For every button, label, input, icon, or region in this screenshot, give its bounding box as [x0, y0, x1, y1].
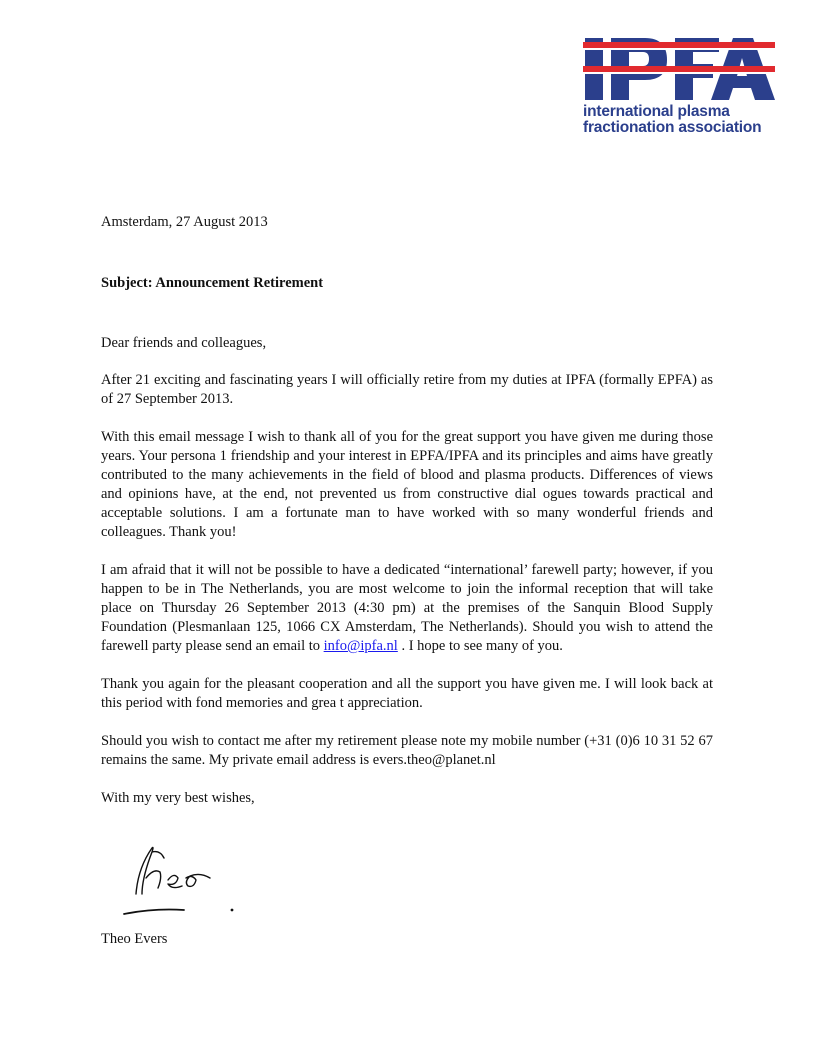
- paragraph-appreciation: Thank you again for the pleasant cooperation and all the support you have given me. I will look back at this period with fond memories and grea t appreciation.: [101, 676, 713, 711]
- letter-subject: Subject: Announcement Retirement: [101, 275, 324, 291]
- letter-salutation: Dear friends and colleagues,: [101, 335, 267, 351]
- paragraph-retirement: After 21 exciting and fascinating years I will officially retire from my duties at IPFA (formally EPFA) as of 27 September 2013.: [101, 372, 713, 407]
- logo-line-2: fractionation association: [583, 119, 762, 136]
- email-link[interactable]: info@ipfa.nl: [323, 638, 398, 654]
- paragraph-thanks: With this email message I wish to thank all of you for the great support you have given me during those years. Your persona 1 friendship and your interest in EPFA/IPFA and its principles and aims have greatly contributed to the many achievements in the field of blood and plasma products. Differences of views and opinions have, at the end, not prevented us from constructive dial ogues towards practical and acceptable solutions. I am a fortunate man to have worked with so many wonderful friends and colleagues. Thank you!: [101, 429, 713, 540]
- letter-date: Amsterdam, 27 August 2013: [101, 214, 268, 230]
- paragraph-contact: Should you wish to contact me after my retirement please note my mobile number (+31 (0)6 10 31 52 67 remains the same. My private email address is evers.theo@planet.nl: [101, 733, 713, 768]
- handwritten-signature: [118, 838, 248, 918]
- letter-body: [101, 213, 713, 827]
- letter-closing: With my very best wishes,: [101, 790, 255, 806]
- signer-name: Theo Evers: [101, 931, 168, 947]
- paragraph-farewell-party: [101, 561, 713, 656]
- farewell-text-end: . I hope to see many of you.: [397, 638, 563, 654]
- farewell-text: I am afraid that it will not be possible to have a dedicated “international’ farewell party; however, if you happen to be in The Netherlands, you are most welcome to join the informal reception that will take place on Thursday 26 September 2013 (4:30 pm) at the premises of the Sanquin Blood Supply Foundation (Plesmanlaan 125, 1066 CX Amsterdam, The Netherlands). Should you wish to attend the farewell party please send an email to: [101, 562, 713, 654]
- logo-line-1: international plasma: [583, 103, 730, 120]
